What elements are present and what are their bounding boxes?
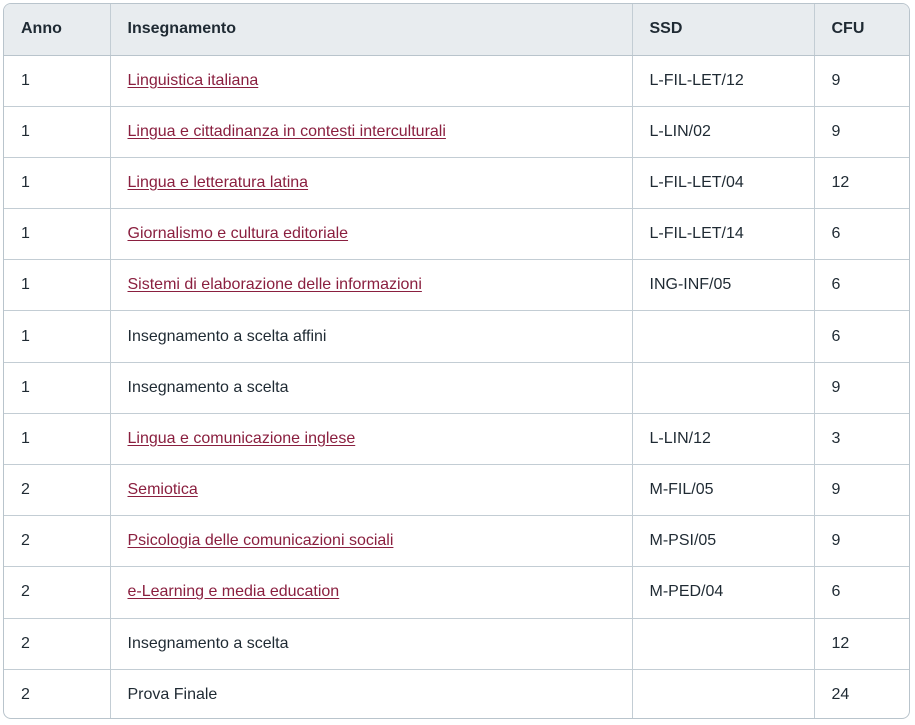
cell-ssd: L-LIN/12 [632,413,814,464]
course-link[interactable]: Sistemi di elaborazione delle informazioni [127,276,422,294]
cell-insegnamento [110,55,632,106]
cell-insegnamento [110,260,632,311]
table-header [4,4,910,55]
cell-ssd: L-FIL-LET/04 [632,157,814,208]
course-label: Insegnamento a scelta affini [127,327,327,345]
table-row [4,669,910,719]
table-row [4,362,910,413]
course-label: Insegnamento a scelta [127,378,289,396]
header-insegnamento: Insegnamento [110,4,632,55]
cell-cfu: 9 [814,465,910,516]
cell-ssd [632,362,814,413]
course-link[interactable]: e-Learning e media education [127,583,340,601]
cell-ssd: ING-INF/05 [632,260,814,311]
curriculum-table [4,4,910,719]
cell-insegnamento [110,516,632,567]
cell-cfu: 6 [814,311,910,362]
course-link[interactable]: Giornalismo e cultura editoriale [127,225,349,243]
course-link[interactable]: Lingua e comunicazione inglese [127,429,356,447]
course-link[interactable]: Psicologia delle comunicazioni sociali [127,532,394,550]
cell-cfu: 12 [814,157,910,208]
cell-insegnamento [110,106,632,157]
cell-ssd: M-PSI/05 [632,516,814,567]
cell-cfu: 6 [814,567,910,618]
cell-insegnamento [110,362,632,413]
cell-anno: 2 [4,618,110,669]
cell-insegnamento [110,567,632,618]
header-row [4,4,910,55]
cell-ssd [632,618,814,669]
cell-cfu: 9 [814,55,910,106]
cell-ssd: L-FIL-LET/14 [632,209,814,260]
cell-ssd: L-FIL-LET/12 [632,55,814,106]
cell-anno: 1 [4,106,110,157]
table-row [4,260,910,311]
cell-insegnamento [110,618,632,669]
cell-anno: 1 [4,157,110,208]
cell-anno: 1 [4,55,110,106]
course-link[interactable]: Linguistica italiana [127,71,259,89]
cell-ssd: L-LIN/02 [632,106,814,157]
course-link[interactable]: Semiotica [127,481,198,499]
cell-insegnamento [110,311,632,362]
table-row [4,157,910,208]
table-row [4,567,910,618]
course-link[interactable]: Lingua e cittadinanza in contesti interculturali [127,122,446,140]
cell-anno: 1 [4,362,110,413]
course-link[interactable]: Lingua e letteratura latina [127,173,309,191]
cell-anno: 1 [4,413,110,464]
table-row [4,311,910,362]
table-body [4,55,910,719]
cell-cfu: 6 [814,209,910,260]
cell-insegnamento [110,413,632,464]
table-row [4,106,910,157]
cell-ssd: M-FIL/05 [632,465,814,516]
table-row [4,516,910,567]
cell-insegnamento [110,669,632,719]
cell-anno: 2 [4,669,110,719]
cell-cfu: 24 [831,686,850,704]
cell-insegnamento [110,157,632,208]
cell-cfu: 9 [814,516,910,567]
cell-cfu: 12 [814,618,910,669]
table-row [4,465,910,516]
cell-anno: 2 [4,465,110,516]
course-label: Insegnamento a scelta [127,634,289,652]
table-row [4,55,910,106]
cell-anno: 1 [4,209,110,260]
table-row [4,413,910,464]
cell-anno: 2 [4,567,110,618]
cell-ssd: M-PED/04 [632,567,814,618]
header-ssd: SSD [632,4,814,55]
course-label: Prova Finale [127,686,218,704]
cell-cfu: 6 [814,260,910,311]
cell-insegnamento [110,465,632,516]
cell-ssd [632,311,814,362]
cell-cfu: 9 [814,362,910,413]
cell-ssd [632,669,814,719]
cell-anno: 1 [4,260,110,311]
header-cfu: CFU [814,4,910,55]
cell-cfu: 3 [814,413,910,464]
header-anno: Anno [4,4,110,55]
curriculum-table-container [3,3,910,719]
cell-anno: 2 [4,516,110,567]
cell-anno: 1 [4,311,110,362]
table-row [4,618,910,669]
table-row [4,209,910,260]
cell-insegnamento [110,209,632,260]
cell-cfu: 9 [814,106,910,157]
